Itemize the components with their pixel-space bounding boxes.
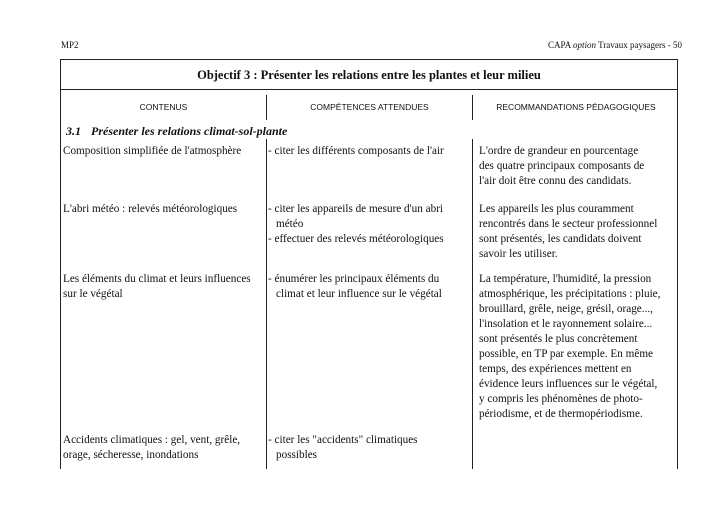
column-header-recommandations: RECOMMANDATIONS PÉDAGOGIQUES: [496, 102, 656, 112]
page-header-right: [548, 40, 682, 50]
text-line: climat et leur influence sur le végétal: [276, 288, 442, 300]
header-capa: CAPA: [548, 40, 571, 50]
column-divider: [266, 139, 267, 469]
text-line: L'abri météo : relevés météorologiques: [63, 203, 238, 215]
text-line: savoir les utiliser.: [479, 248, 558, 260]
text-line: temps, des expériences mettent en: [479, 363, 632, 375]
column-divider: [266, 95, 267, 120]
objective-title: Objectif 3 : Présenter les relations entre les plantes et leur milieu: [197, 68, 541, 82]
text-line: Les éléments du climat et leurs influences: [63, 273, 251, 285]
text-line: périodisme, et de thermopériodisme.: [479, 408, 643, 420]
section-title: [66, 124, 287, 139]
title-divider: [61, 89, 677, 90]
text-line: sont présentés, les candidats doivent: [479, 233, 642, 245]
column-divider: [472, 139, 473, 469]
competences-cell: [268, 272, 470, 302]
section-number: 3.1: [66, 124, 81, 138]
text-line: L'ordre de grandeur en pourcentage: [479, 145, 639, 157]
contenus-cell: [63, 202, 266, 217]
text-line: La température, l'humidité, la pression: [479, 273, 652, 285]
recommandations-cell: [479, 272, 675, 422]
header-page-info: Travaux paysagers - 50: [598, 40, 682, 50]
column-header-competences: COMPÉTENCES ATTENDUES: [310, 102, 429, 112]
objective-table: [60, 59, 678, 469]
text-line: orage, sécheresse, inondations: [63, 449, 199, 461]
text-line: Composition simplifiée de l'atmosphère: [63, 145, 242, 157]
text-line: - citer les différents composants de l'air: [268, 145, 444, 157]
contenus-cell: [63, 144, 266, 159]
text-line: y compris les phénomènes de photo-: [479, 393, 643, 405]
text-line: sont présentés le plus concrètement: [479, 333, 638, 345]
competences-cell: [268, 433, 470, 463]
recommandations-cell: [479, 144, 675, 189]
text-line: possible, en TP par exemple. En même: [479, 348, 653, 360]
text-line: brouillard, grêle, neige, grésil, orage...,: [479, 303, 653, 315]
recommandations-cell: [479, 202, 675, 262]
text-line: des quatre principaux composants de: [479, 160, 645, 172]
page-header-left: MP2: [61, 40, 79, 50]
text-line: évidence leurs influences sur le végétal,: [479, 378, 658, 390]
text-line: l'air doit être connu des candidats.: [479, 175, 632, 187]
text-line: sur le végétal: [63, 288, 123, 300]
section-label: Présenter les relations climat-sol-plante: [91, 124, 288, 138]
competences-cell: [268, 144, 470, 159]
column-header-contenus: CONTENUS: [139, 102, 188, 112]
text-line: Les appareils les plus couramment: [479, 203, 634, 215]
text-line: atmosphérique, les précipitations : pluie,: [479, 288, 661, 300]
text-line: possibles: [276, 449, 318, 461]
text-line: - citer les appareils de mesure d'un abri: [268, 203, 444, 215]
text-line: - effectuer des relevés météorologiques: [268, 233, 444, 245]
contenus-cell: [63, 433, 266, 463]
text-line: l'insolation et le rayonnement solaire...: [479, 318, 653, 330]
text-line: - énumérer les principaux éléments du: [268, 273, 440, 285]
text-line: rencontrés dans le secteur professionnel: [479, 218, 658, 230]
column-divider: [472, 95, 473, 120]
competences-cell: [268, 202, 470, 247]
header-option: option: [572, 40, 596, 50]
text-line: météo: [276, 218, 304, 230]
contenus-cell: [63, 272, 266, 302]
text-line: - citer les "accidents" climatiques: [268, 434, 418, 446]
text-line: Accidents climatiques : gel, vent, grêle,: [63, 434, 241, 446]
